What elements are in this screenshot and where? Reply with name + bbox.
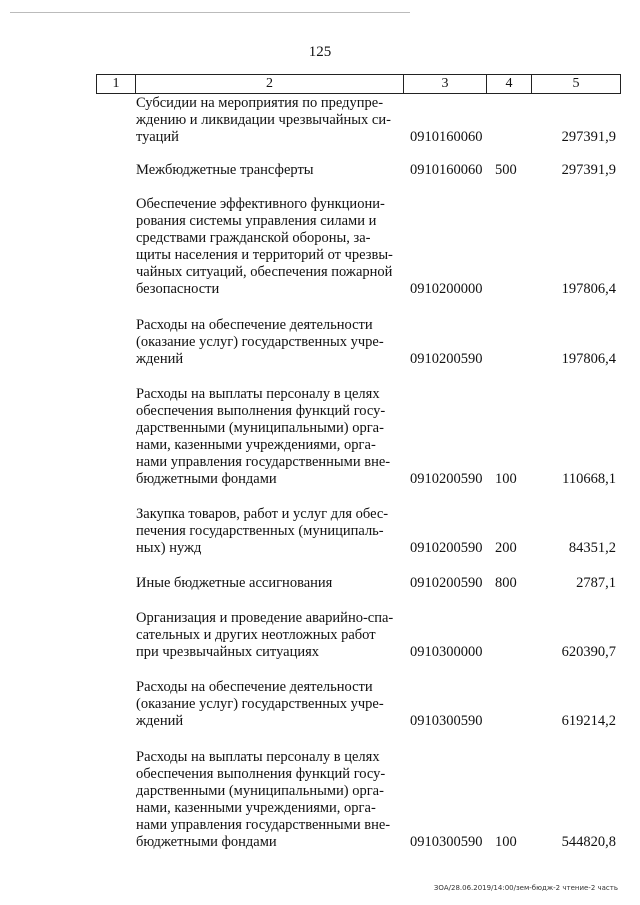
- row-description: Организация и проведение аварийно-спа- сательных и других неотложных работ при чрезвычайных ситуациях: [136, 610, 394, 660]
- row-description: Расходы на обеспечение деятельности (оказание услуг) государственных учре- ждений: [136, 317, 384, 367]
- row-amount: 297391,9: [561, 129, 616, 145]
- row-code: 0910160060: [410, 129, 483, 145]
- row-code: 0910160060: [410, 162, 483, 178]
- row-kind: 100: [495, 471, 517, 487]
- row-kind: 800: [495, 575, 517, 591]
- row-kind: 100: [495, 834, 517, 850]
- row-amount: 620390,7: [561, 644, 616, 660]
- table-header: [96, 74, 621, 94]
- row-amount: 297391,9: [561, 162, 616, 178]
- row-amount: 197806,4: [561, 351, 616, 367]
- row-amount: 110668,1: [562, 471, 616, 487]
- header-col-4: 4: [486, 75, 531, 93]
- top-rule: [10, 12, 410, 13]
- footer-stamp: ЗОА/28.06.2019/14:00/зем-бюдж-2 чтение-2 часть: [433, 884, 618, 892]
- row-amount: 84351,2: [568, 540, 616, 556]
- row-description: Субсидии на мероприятия по предупре- ждению и ликвидации чрезвычайных си- туаций: [136, 95, 391, 145]
- row-amount: 197806,4: [561, 281, 616, 297]
- header-col-1: 1: [96, 75, 135, 93]
- header-col-3: 3: [403, 75, 486, 93]
- row-description: Расходы на обеспечение деятельности (оказание услуг) государственных учре- ждений: [136, 679, 384, 729]
- row-code: 0910200000: [410, 281, 483, 297]
- row-amount: 2787,1: [576, 575, 616, 591]
- page-number: 125: [308, 44, 332, 60]
- row-description: Обеспечение эффективного функциони- рования системы управления силами и средствами гражданской обороны, за- щиты населения и территорий от чрезвы- чайных ситуаций, обеспечения пожарной безопасности: [136, 196, 393, 297]
- row-kind: 500: [495, 162, 517, 178]
- row-code: 0910300000: [410, 644, 483, 660]
- row-description: Закупка товаров, работ и услуг для обес- печения государственных (муниципаль- ных) нужд: [136, 506, 389, 556]
- row-code: 0910200590: [410, 540, 483, 556]
- row-code: 0910200590: [410, 575, 483, 591]
- row-code: 0910300590: [410, 713, 483, 729]
- row-kind: 200: [495, 540, 517, 556]
- header-col-5: 5: [531, 75, 621, 93]
- row-description: Межбюджетные трансферты: [136, 162, 314, 178]
- row-description: Иные бюджетные ассигнования: [136, 575, 333, 591]
- row-description: Расходы на выплаты персоналу в целях обеспечения выполнения функций госу- дарственными (муниципальными) орга- нами, казенными учреждениями, орга- нами управления государственными вне- бюджетными фондами: [136, 749, 391, 850]
- row-description: Расходы на выплаты персоналу в целях обеспечения выполнения функций госу- дарственными (муниципальными) орга- нами, казенными учреждениями, орга- нами управления государственными вне- бюджетными фондами: [136, 386, 391, 487]
- row-code: 0910200590: [410, 471, 483, 487]
- row-amount: 619214,2: [561, 713, 616, 729]
- row-code: 0910300590: [410, 834, 483, 850]
- row-amount: 544820,8: [561, 834, 616, 850]
- header-col-2: 2: [135, 75, 403, 93]
- row-code: 0910200590: [410, 351, 483, 367]
